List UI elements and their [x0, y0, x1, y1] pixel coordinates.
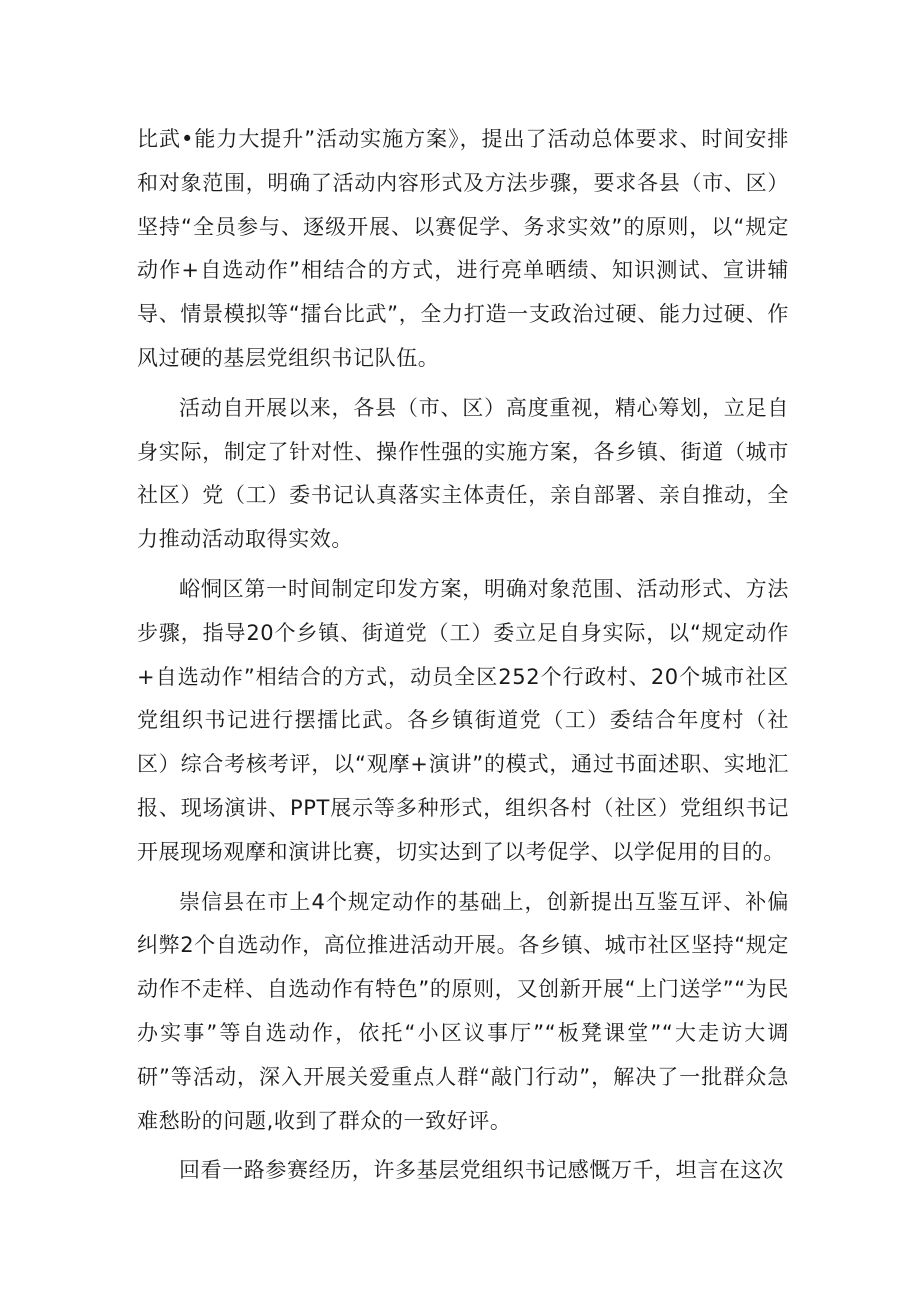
document-body: [137, 118, 789, 1199]
paragraph-4: 崇信县在市上4个规定动作的基础上，创新提出互鉴互评、补偏纠弊2个自选动作，高位推进活动开展。各乡镇、城市社区坚持“规定动作不走样、自选动作有特色”的原则，又创新开展“上门送学”“为民办实事”等自选动作，依托“小区议事厅”“板凳课堂”“大走访大调研”等活动，深入开展关爱重点人群“敲门行动”，解决了一批群众急难愁盼的问题,收到了群众的一致好评。: [137, 889, 789, 1133]
paragraph-3: 峪恫区第一时间制定印发方案，明确对象范围、活动形式、方法步骤，指导20个乡镇、街道党（工）委立足自身实际，以“规定动作+自选动作”相结合的方式，动员全区252个行政村、20个城市社区党组织书记进行摆擂比武。各乡镇街道党（工）委结合年度村（社区）综合考核考评，以“观摩+演讲”的模式，通过书面述职、实地汇报、现场演讲、PPT展示等多种形式，组织各村（社区）党组织书记开展现场观摩和演讲比赛，切实达到了以考促学、以学促用的目的。: [137, 576, 789, 864]
paragraph-1: 比武•能力大提升”活动实施方案》，提出了活动总体要求、时间安排和对象范围，明确了活动内容形式及方法步骤，要求各县（市、区）坚持“全员参与、逐级开展、以赛促学、务求实效”的原则，以“规定动作+自选动作”相结合的方式，进行亮单晒绩、知识测试、宣讲辅导、情景模拟等“擂台比武”，全力打造一支政治过硬、能力过硬、作风过硬的基层党组织书记队伍。: [137, 127, 789, 370]
paragraph-5: 回看一路参赛经历，许多基层党组织书记感慨万千，坦言在这次: [179, 1158, 784, 1183]
paragraph-2: 活动自开展以来，各县（市、区）高度重视，精心筹划，立足自身实际，制定了针对性、操作性强的实施方案，各乡镇、街道（城市社区）党（工）委书记认真落实主体责任，亲自部署、亲自推动，全力推动活动取得实效。: [137, 395, 789, 552]
